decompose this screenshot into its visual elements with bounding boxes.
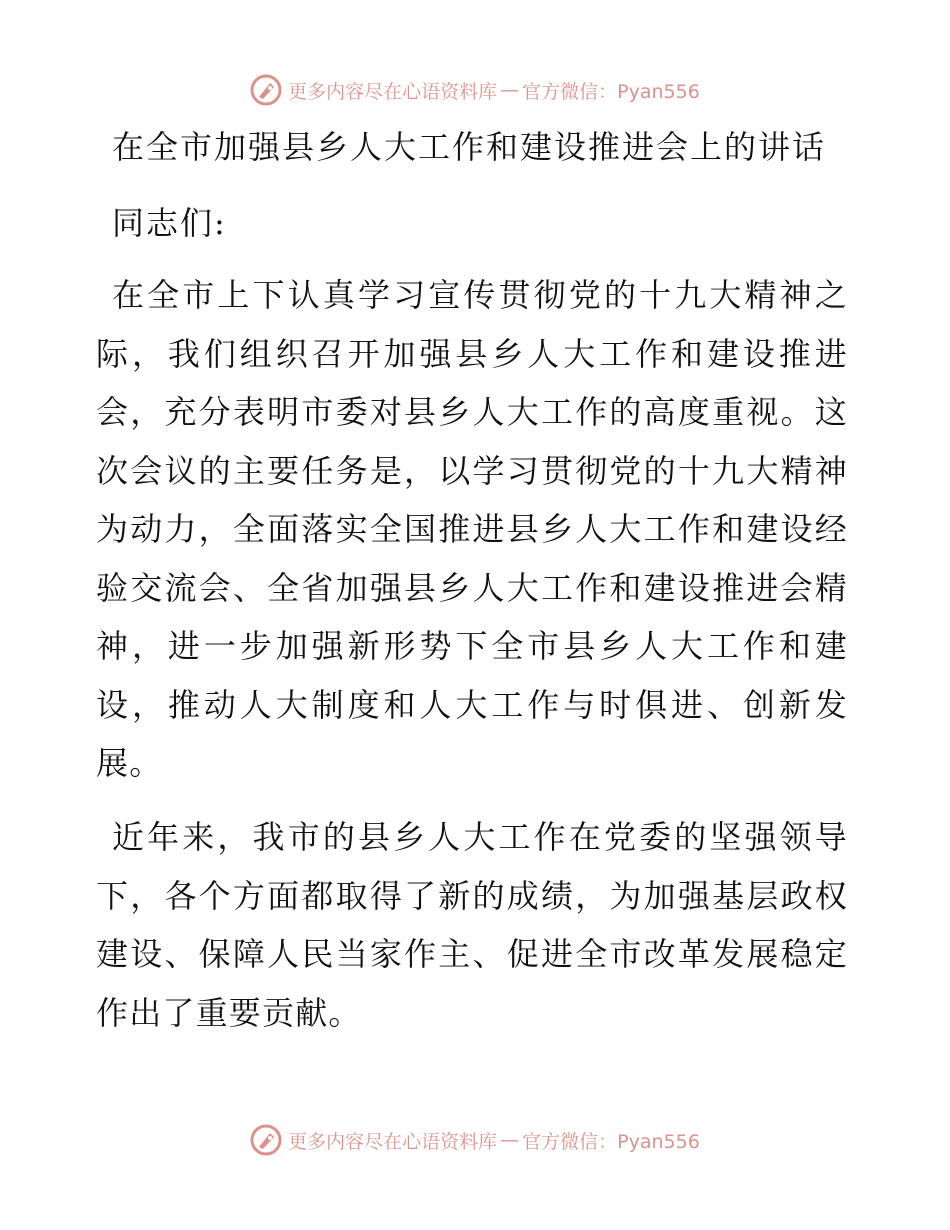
watermark-contact-text: 官方微信：Pyan556 <box>522 80 700 103</box>
pen-nib-logo-icon <box>250 1124 282 1156</box>
document-title: 在全市加强县乡人大工作和建设推进会上的讲话 <box>112 128 827 166</box>
salutation: 同志们: <box>112 204 227 242</box>
paragraph-2: 近年来，我市的县乡人大工作在党委的坚强领导下，各个方面都取得了新的成绩，为加强基层政权建设、保障人民当家作主、促进全市改革发展稳定作出了重要贡献。 <box>96 818 848 1032</box>
watermark-main-text: 更多内容尽在心语资料库 <box>288 1130 498 1153</box>
pen-nib-logo-icon <box>250 74 282 106</box>
watermark-separator: — <box>500 1129 520 1151</box>
watermark-main-text: 更多内容尽在心语资料库 <box>288 80 498 103</box>
footer-watermark <box>0 1120 950 1160</box>
watermark-contact-text: 官方微信：Pyan556 <box>522 1130 700 1153</box>
watermark-separator: — <box>500 79 520 101</box>
paragraph-1: 在全市上下认真学习宣传贯彻党的十九大精神之际，我们组织召开加强县乡人大工作和建设推进会，充分表明市委对县乡人大工作的高度重视。这次会议的主要任务是，以学习贯彻党的十九大精神为动力，全面落实全国推进县乡人大工作和建设经验交流会、全省加强县乡人大工作和建设推进会精神，进一步加强新形势下全市县乡人大工作和建设，推动人大制度和人大工作与时俱进、创新发展。 <box>96 276 848 782</box>
header-watermark <box>0 70 950 110</box>
